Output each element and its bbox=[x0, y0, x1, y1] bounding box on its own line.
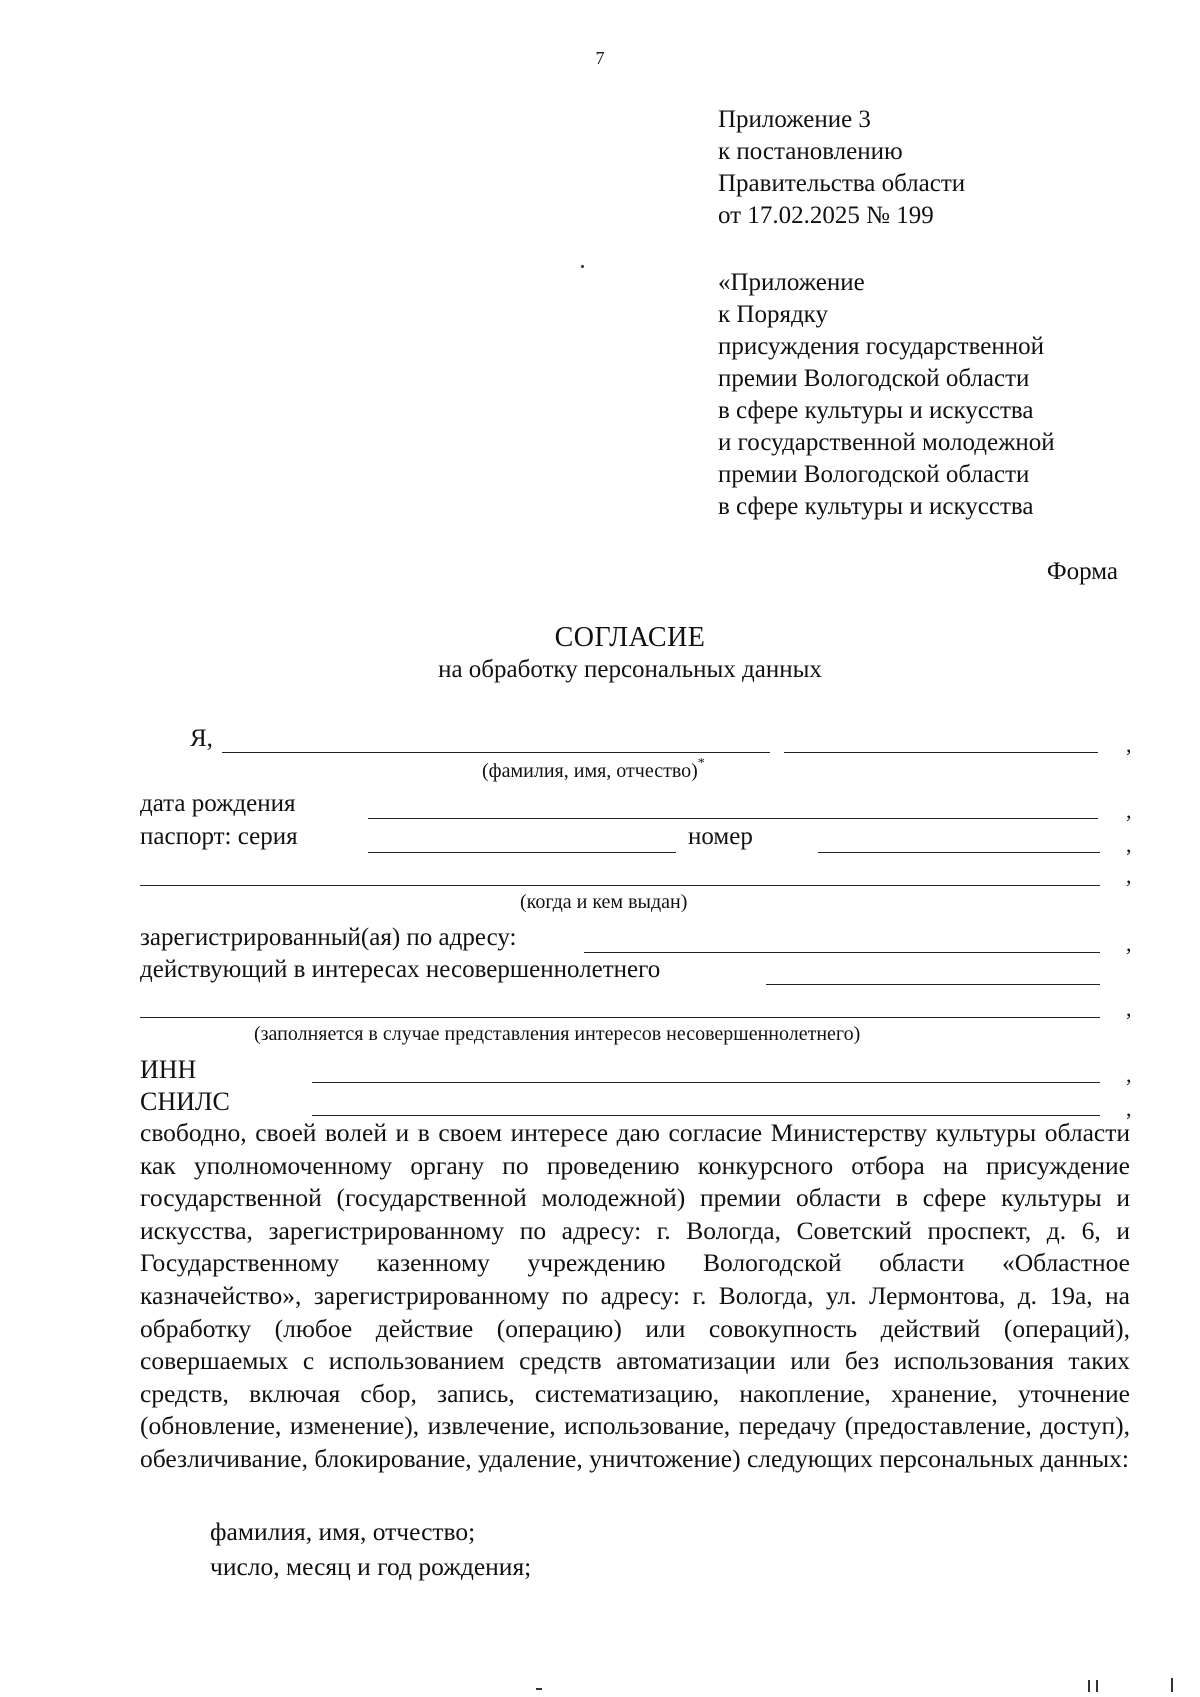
snils-label: СНИЛС bbox=[140, 1087, 230, 1116]
fio-note-text: (фамилия, имя, отчество) bbox=[482, 760, 698, 782]
appendix-line: в сфере культуры и искусства bbox=[718, 397, 1034, 424]
comma: , bbox=[1126, 1096, 1132, 1121]
scan-mark bbox=[1171, 1678, 1173, 1692]
appendix-line: «Приложение bbox=[718, 269, 865, 296]
list-item: фамилия, имя, отчество; bbox=[210, 1517, 476, 1546]
annex-line: к постановлению bbox=[718, 138, 903, 165]
inn-label: ИНН bbox=[140, 1055, 197, 1084]
comma: , bbox=[1126, 732, 1132, 757]
i-label: Я, bbox=[190, 725, 213, 752]
appendix-header bbox=[718, 267, 1055, 523]
comma: , bbox=[1126, 931, 1132, 956]
comma: , bbox=[1126, 863, 1132, 888]
form-label: Форма bbox=[1046, 558, 1118, 585]
comma: , bbox=[1126, 1062, 1132, 1087]
annex-line: Приложение 3 bbox=[718, 106, 871, 133]
comma: , bbox=[1126, 832, 1132, 857]
scan-mark bbox=[536, 1688, 542, 1690]
registered-address-field[interactable] bbox=[584, 952, 1100, 953]
appendix-line: присуждения государственной bbox=[718, 333, 1044, 360]
appendix-line: к Порядку bbox=[718, 301, 828, 328]
comma: , bbox=[1126, 798, 1132, 823]
fio-field-1[interactable] bbox=[222, 752, 770, 753]
appendix-line: премии Вологодской области bbox=[718, 365, 1030, 392]
snils-field[interactable] bbox=[312, 1115, 1100, 1116]
scan-mark bbox=[1096, 1680, 1098, 1692]
passport-number-label: номер bbox=[688, 823, 753, 850]
minor-note: (заполняется в случае представления интересов несовершеннолетнего) bbox=[254, 1023, 861, 1045]
consent-paragraph: свободно, своей волей и в своем интересе даю согласие Министерству культуры области как уполномоченному органу по проведению конкурсного отбора на присуждение государственной (государственной молодежной) премии области в сфере культуры и искусства, зарегистрированному по адресу: г. Вологда, Советский проспект, д. 6, и Государственному казенному учреждению Вологодской области «Областное казначейство», зарегистрированному по адресу: г. Вологда, ул. Лермонтова, д. 19а, на обработку (любое действие (операцию) или совокупность действий (операций), совершаемых с использованием средств автоматизации или без использования таких средств, включая сбор, запись, систематизацию, накопление, хранение, уточнение (обновление, изменение), извлечение, использование, передачу (предоставление, доступ), обезличивание, блокирование, удаление, уничтожение) следующих персональных данных: bbox=[140, 1118, 1130, 1473]
list-item: число, месяц и год рождения; bbox=[210, 1552, 532, 1581]
passport-issued-field[interactable] bbox=[140, 885, 1100, 886]
document-subtitle: на обработку персональных данных bbox=[438, 656, 822, 683]
passport-series-field[interactable] bbox=[368, 852, 676, 853]
annex-line: от 17.02.2025 № 199 bbox=[718, 202, 934, 229]
acting-for-minor-field[interactable] bbox=[766, 984, 1100, 985]
fio-note bbox=[482, 756, 705, 783]
acting-for-minor-label: действующий в интересах несовершеннолетнего bbox=[140, 956, 661, 983]
page-number: 7 bbox=[595, 48, 605, 68]
annex-line: Правительства области bbox=[718, 170, 966, 197]
scan-dot bbox=[581, 265, 584, 268]
birth-date-field[interactable] bbox=[368, 818, 1098, 819]
issued-note: (когда и кем выдан) bbox=[520, 891, 688, 913]
fio-field-2[interactable] bbox=[784, 752, 1098, 753]
registered-address-label: зарегистрированный(ая) по адресу: bbox=[140, 924, 517, 951]
birth-date-label: дата рождения bbox=[140, 790, 296, 817]
appendix-line: и государственной молодежной bbox=[718, 429, 1055, 456]
scan-mark bbox=[1088, 1680, 1090, 1692]
appendix-line: в сфере культуры и искусства bbox=[718, 493, 1034, 520]
document-title: СОГЛАСИЕ bbox=[554, 622, 706, 653]
passport-number-field[interactable] bbox=[818, 852, 1100, 853]
comma: , bbox=[1126, 996, 1132, 1021]
annex-header bbox=[718, 104, 965, 232]
appendix-line: премии Вологодской области bbox=[718, 461, 1030, 488]
footnote-star: * bbox=[697, 756, 705, 771]
minor-details-field[interactable] bbox=[140, 1017, 1100, 1018]
passport-series-label: паспорт: серия bbox=[140, 823, 298, 850]
inn-field[interactable] bbox=[312, 1082, 1100, 1083]
